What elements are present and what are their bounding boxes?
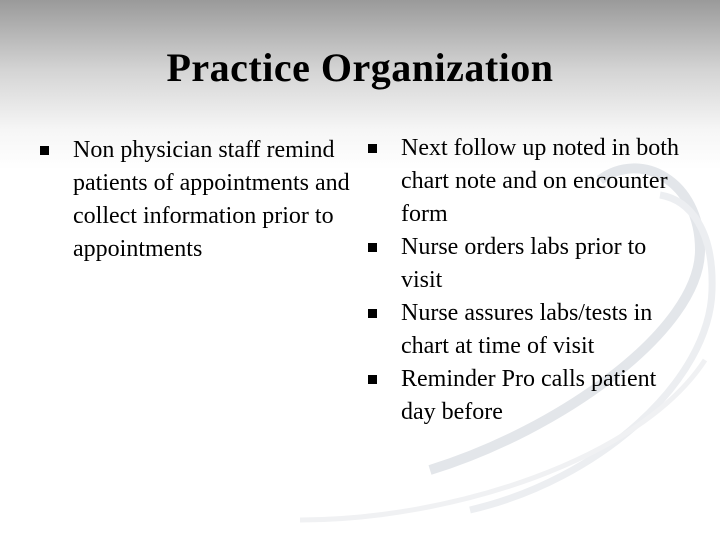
slide-title: Practice Organization (166, 45, 554, 90)
left-column (40, 134, 350, 266)
bullet-text: Nurse assures labs/tests in chart at time of visit (401, 300, 653, 359)
square-bullet-icon (368, 375, 377, 384)
bullet-item (368, 363, 688, 429)
bullet-text: Next follow up noted in both chart note and on encounter form (401, 135, 679, 227)
right-column (368, 132, 688, 429)
bullet-item (368, 297, 688, 363)
bullet-item (368, 231, 688, 297)
bullet-text: Reminder Pro calls patient day before (401, 366, 657, 425)
bullet-text: Non physician staff remind patients of appointments and collect information prior to appointments (73, 137, 350, 262)
bullet-text: Nurse orders labs prior to visit (401, 234, 647, 293)
square-bullet-icon (368, 144, 377, 153)
square-bullet-icon (40, 146, 49, 155)
bullet-item (40, 134, 350, 266)
square-bullet-icon (368, 309, 377, 318)
bullet-item (368, 132, 688, 231)
square-bullet-icon (368, 243, 377, 252)
